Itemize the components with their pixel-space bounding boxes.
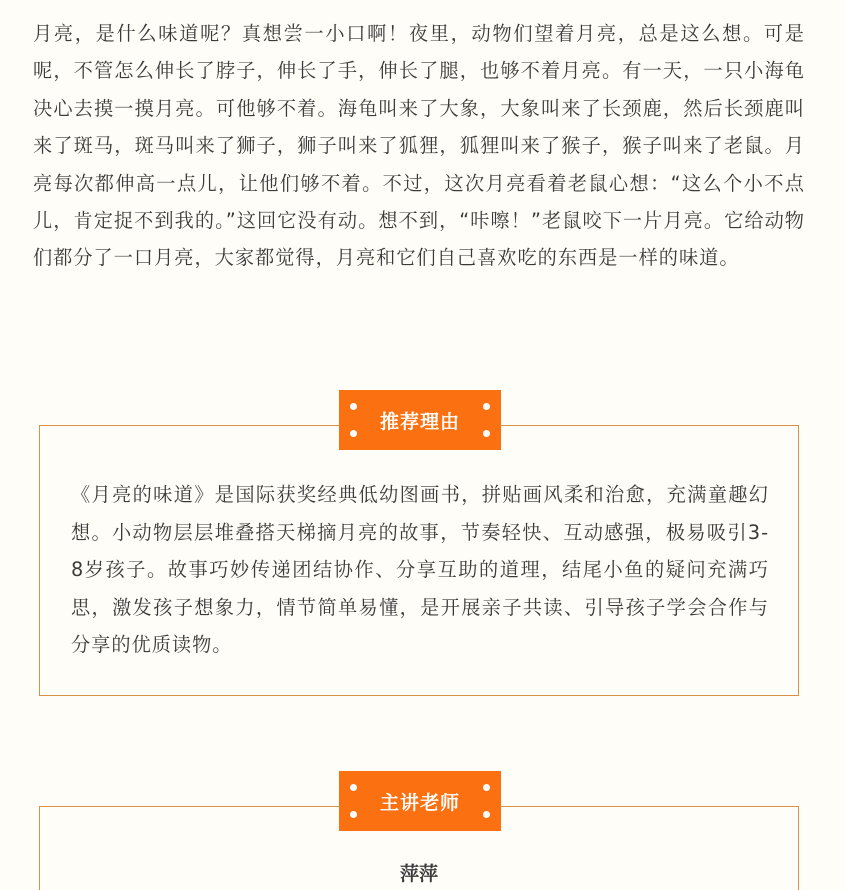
tag-dot-decoration (350, 784, 357, 791)
tag-dot-decoration (483, 784, 490, 791)
recommendation-tag (339, 390, 501, 450)
tag-dot-decoration (483, 430, 490, 437)
teacher-tag-label: 主讲老师 (379, 791, 460, 814)
recommendation-text: 《月亮的味道》是国际获奖经典低幼图画书，拼贴画风柔和治愈，充满童趣幻想。小动物层层堆叠搭天梯摘月亮的故事，节奏轻快、互动感强，极易吸引3-8岁孩子。故事巧妙传递团结协作、分享互助的道理，结尾小鱼的疑问充满巧思，激发孩子想象力，情节简单易懂，是开展亲子共读、引导孩子学会合作与分享的优质读物。 (71, 483, 769, 656)
teacher-name: 萍萍 (399, 863, 438, 885)
tag-dot-decoration (483, 403, 490, 410)
tag-dot-decoration (350, 430, 357, 437)
story-paragraph: 月亮，是什么味道呢？真想尝一小口啊！夜里，动物们望着月亮，总是这么想。可是呢，不管怎么伸长了脖子，伸长了手，伸长了腿，也够不着月亮。有一天，一只小海龟决心去摸一摸月亮。可他够不着。海龟叫来了大象，大象叫来了长颈鹿，然后长颈鹿叫来了斑马，斑马叫来了狮子，狮子叫来了狐狸，狐狸叫来了猴子，猴子叫来了老鼠。月亮每次都伸高一点儿，让他们够不着。不过，这次月亮看着老鼠心想：“这么个小不点儿，肯定捉不到我的。”这回它没有动。想不到，“咔嚓！”老鼠咬下一片月亮。它给动物们都分了一口月亮，大家都觉得，月亮和它们自己喜欢吃的东西是一样的味道。 (33, 22, 805, 270)
tag-dot-decoration (350, 403, 357, 410)
tag-dot-decoration (483, 811, 490, 818)
recommendation-tag-label: 推荐理由 (379, 410, 460, 433)
tag-dot-decoration (350, 811, 357, 818)
teacher-tag (339, 771, 501, 831)
